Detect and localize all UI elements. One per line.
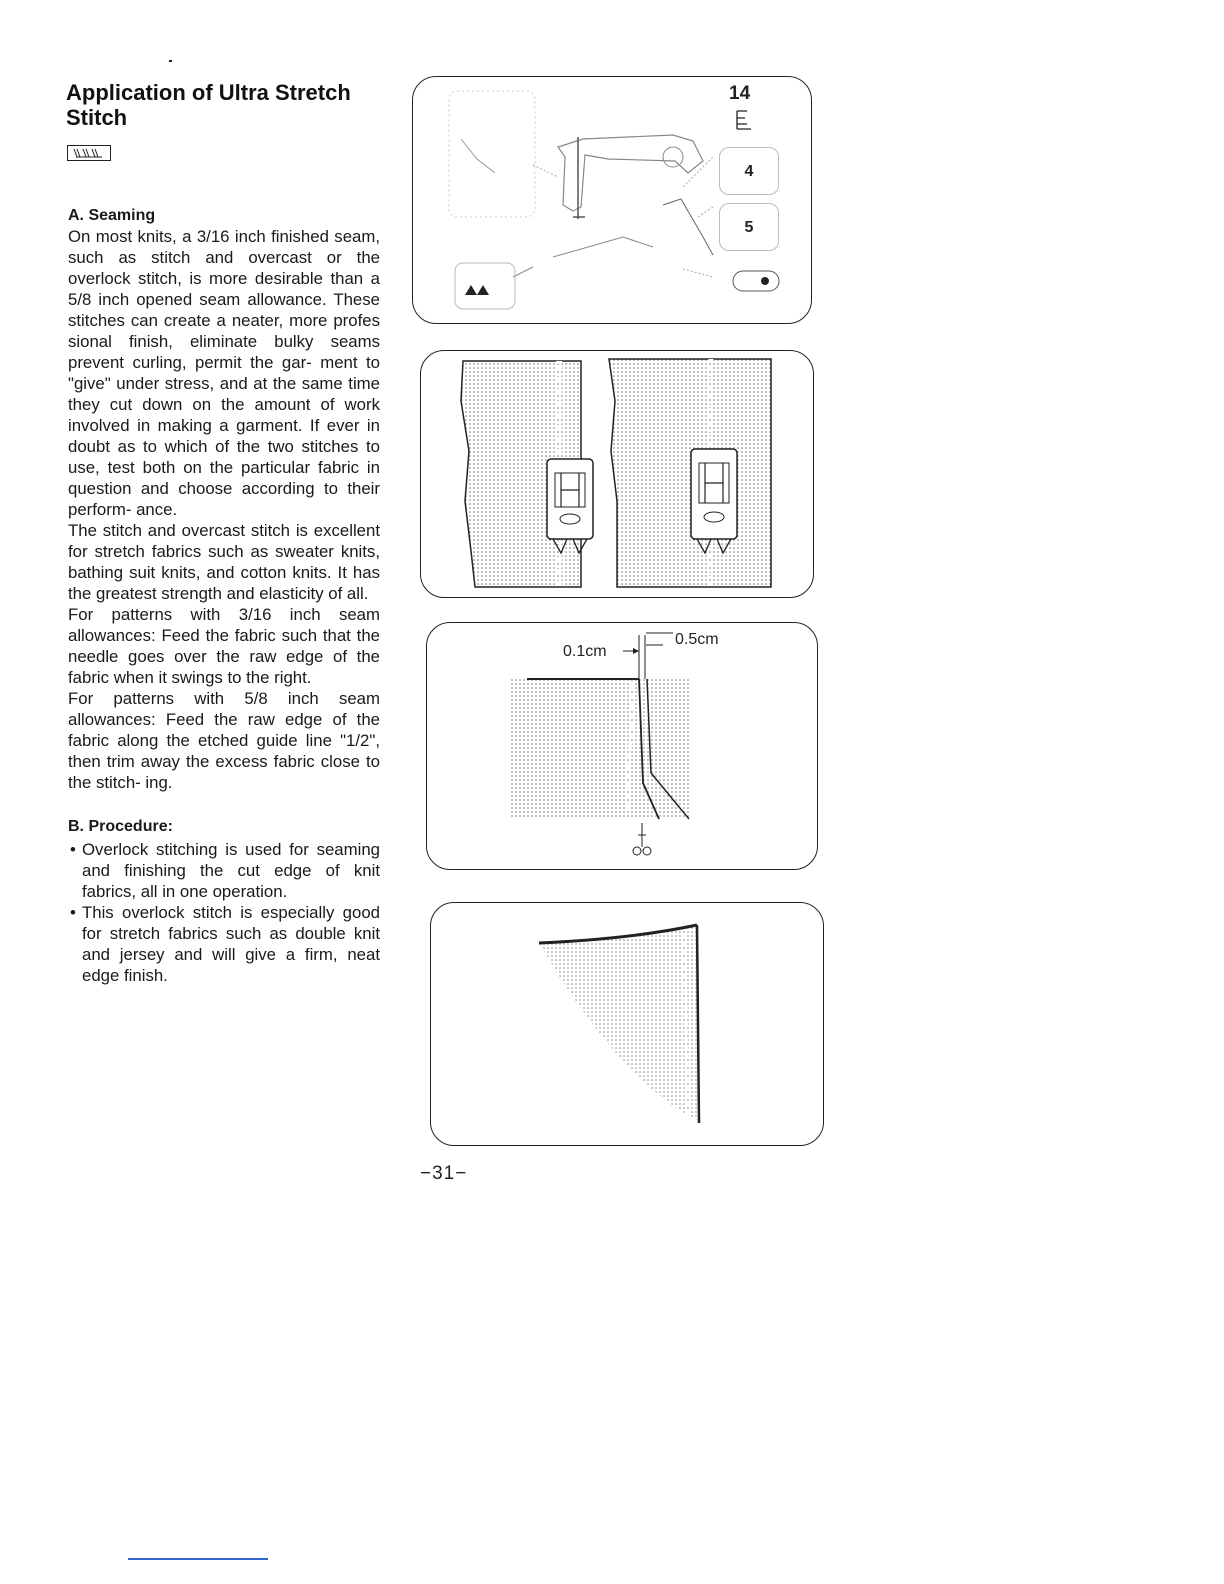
procedure-heading: B. Procedure: [68, 818, 173, 835]
list-item: • This overlock stitch is especially good for stretch fabrics such as double knit and jersey and will give a firm, neat edge finish. [70, 903, 380, 985]
seaming-heading: A. Seaming [68, 207, 156, 224]
label-0-1cm: 0.1cm [563, 643, 607, 660]
seam-allowance-illustration [427, 623, 819, 871]
presser-foot-figure [420, 350, 814, 598]
ultra-stretch-stitch-icon [67, 145, 111, 161]
page-number: −31− [420, 1163, 468, 1184]
bullet-icon: • [70, 903, 76, 922]
procedure-list [68, 839, 380, 986]
bullet-icon: • [70, 840, 76, 859]
presser-foot-illustration [421, 351, 815, 599]
list-item: • Overlock stitching is used for seaming and finishing the cut edge of knit fabrics, all in one operation. [70, 840, 380, 901]
machine-settings-figure [412, 76, 812, 324]
stitch-width-setting: 5 [719, 203, 779, 251]
seaming-paragraph-1: On most knits, a 3/16 inch finished seam, such as stitch and overcast or the overlock stitch, is more desirable than a 5/8 inch opened seam allowance. These stitches can create a neater, more profes sional finish, eliminate bulky seams prevent curling, permit the gar- ment to "give" under stress, and at the same time they cut down on the amount of work involved in making a garment. If ever in doubt as to which of the two stitches to use, test both on the particular fabric in question and choose according to their perform- ance. [68, 227, 380, 519]
seaming-paragraph-3: For patterns with 3/16 inch seam allowances: Feed the fabric such that the needle goes over the raw edge of the fabric when it swings to the right. [68, 605, 380, 687]
pattern-number: 14 [729, 83, 751, 104]
footer-rule [128, 1558, 268, 1560]
seaming-paragraph-2: The stitch and overcast stitch is excellent for stretch fabrics such as sweater knits, bathing suit knits, and cotton knits. It has the greatest strength and elasticity of all. [68, 521, 380, 603]
label-0-5cm: 0.5cm [675, 631, 719, 648]
trimmed-fabric-figure [430, 902, 824, 1146]
page-title: Application of Ultra Stretch Stitch [66, 80, 351, 130]
stray-mark [169, 60, 172, 62]
trimmed-fabric-illustration [431, 903, 825, 1147]
seam-allowance-figure [426, 622, 818, 870]
text-column [68, 206, 380, 986]
seaming-paragraph-4: For patterns with 5/8 inch seam allowances: Feed the raw edge of the fabric along the etched guide line "1/2", then trim away the excess fabric close to the stitch- ing. [68, 689, 380, 792]
stitch-length-setting: 4 [719, 147, 779, 195]
